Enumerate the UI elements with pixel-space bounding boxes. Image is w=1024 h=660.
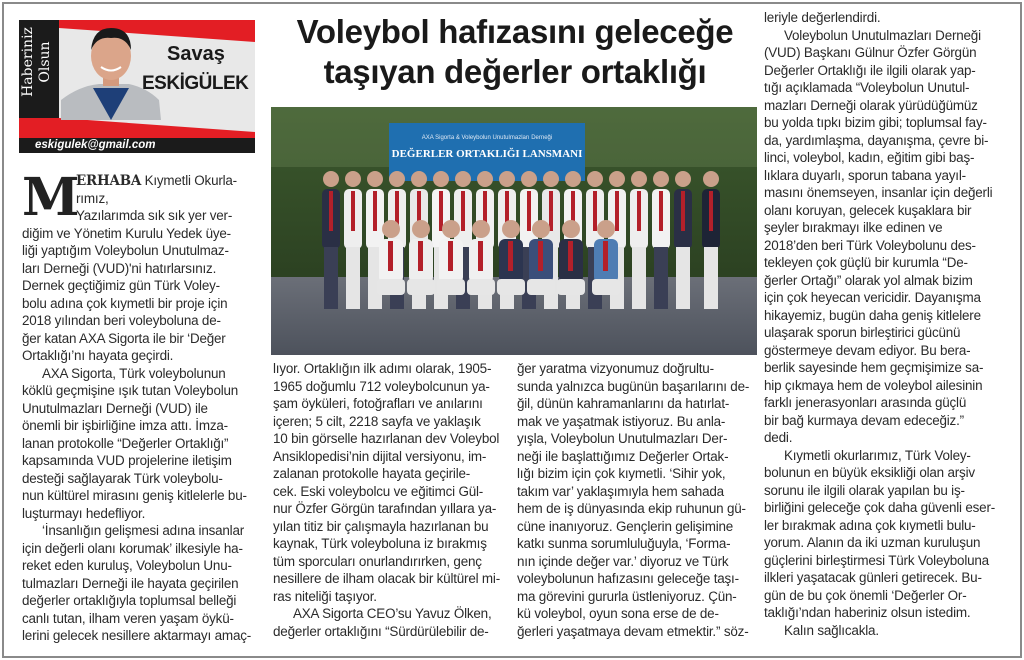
article-line: mazları Derneği olarak yürüdüğümüz — [764, 97, 978, 113]
person — [652, 171, 670, 309]
article-line: olanı koruyan, gelecek kuşaklara bir — [764, 202, 972, 218]
article-line: Kalın sağlıcakla. — [784, 622, 879, 638]
article-line: Yazılarımda sık sık yer ver- — [76, 208, 233, 223]
article-line: şam öyküleri, fotoğrafları ve anılarını — [273, 396, 483, 411]
people-group — [322, 171, 720, 309]
article-line: köklü geçmişine ışık tutan Voleybolun — [22, 383, 239, 398]
article-line: lanan protokolle “Değerler Ortaklığı” — [22, 435, 229, 451]
article-line: ‘İnsanlığın gelişmesi adına insanlar — [42, 523, 245, 538]
article-line: voleybolunun hafızasını geleceğe taşı- — [517, 571, 739, 586]
article-line: bu yolda tıpkı bizim gibi; toplumsal fay- — [764, 115, 987, 130]
article-line: Voleybolun Unutulmazları Derneği — [784, 27, 981, 43]
article-line: takım var’ yaklaşımıyla hem sahada — [517, 483, 724, 499]
article-line: önemli bir işbirliğine imza attı. İmza- — [22, 418, 228, 433]
banner-title: DEĞERLER ORTAKLIĞI LANSMANI — [391, 148, 583, 160]
person — [630, 171, 648, 309]
article-line: şeyler bırakmayı ilke edinen ve — [764, 220, 943, 235]
article-line: nesillere de ilham olacak bir kültürel mi- — [273, 571, 500, 586]
article-line: için değerli olanı korumak’ ilkesiyle ha- — [22, 540, 243, 556]
article-line: desteği sağlayarak Türk voleybolu- — [22, 470, 223, 486]
article-line: da, yardımlaşma, dayanışma, çevre bi- — [764, 132, 989, 148]
author-last-name: ESKİGÜLEK — [142, 73, 249, 94]
dropcap: M — [22, 167, 80, 228]
article-line: AXA Sigorta, Türk voleybolunun — [42, 365, 226, 381]
article-line: yışla, Voleybolun Unutulmazları Der- — [517, 431, 728, 446]
lead-word: ERHABA — [76, 173, 142, 189]
article-line: nun kültürel mirasını geniş kitlelerle bu- — [22, 488, 247, 503]
article-line: içeren; 5 cilt, 2218 sayfa ve yaklaşık — [273, 413, 481, 429]
article-line: zalanan protokolle hayata geçirile- — [273, 466, 471, 481]
article-line: reket eden kuruluş, Voleybolun Unu- — [22, 558, 232, 573]
article-line: liği yaptığım Voleybolun Unutulmaz- — [22, 243, 229, 258]
article-line: katkı sunma sorumluluğuyla, ‘Forma- — [517, 536, 731, 551]
article-line: farklı jenerasyonları arasında güçlü — [764, 395, 967, 410]
article-line: rımız, — [76, 190, 109, 206]
article-line: hikayemiz, bugün daha geniş kitlelere — [764, 307, 981, 323]
article-line: sunda yalnızca bugünün başarılarını de- — [517, 378, 750, 394]
banner-subtitle: AXA Sigorta & Voleybolun Unutulmazları Derneği — [421, 135, 553, 141]
article-line: taklığı’ndan haberiniz olsun istedim. — [764, 605, 971, 620]
article-line: Unutulmazları Derneği (VUD) ile — [22, 400, 208, 416]
article-column-4 — [764, 9, 1014, 639]
headline-line-2: taşıyan değerler ortaklığı — [323, 53, 707, 90]
article-line: Kıymetli okurlarımız, Türk Voley- — [784, 447, 971, 463]
article-line: ğer katan AXA Sigorta ile bir ‘Değer — [22, 330, 226, 346]
person — [702, 171, 720, 309]
article-line: lıyor. Ortaklığın ilk adımı olarak, 1905- — [273, 361, 492, 376]
article-line: 10 bin görselle hazırlanan dev Voleybol — [273, 431, 500, 446]
article-line: ğer yaratma vizyonumuz doğrultu- — [517, 361, 714, 376]
person — [344, 171, 362, 309]
article-line: cek. Eski voleybolcu ve eğitimci Gül- — [273, 483, 484, 499]
article-line: kü voleybol, oyun sona erse de de- — [517, 606, 719, 621]
article-line: Ansiklopedisi’nin dijital versiyonu, im- — [273, 448, 487, 464]
article-line: neği ile başlattığımız Değerler Ortak- — [517, 448, 729, 464]
article-line: ulaşarak sporun birleştirici gücünü — [764, 325, 961, 340]
article-line: kaynak, Türk voleyboluna iz bırakmış — [273, 536, 487, 551]
article-line: tekleyen çok güçlü bir kurumla “De- — [764, 255, 968, 270]
article-line: Dernek geçtiğimiz gün Türk Voley- — [22, 278, 220, 293]
article-line: tığı açıklamada “Voleybolun Unutul- — [764, 80, 970, 95]
article-line: güçlerini birleştirmesi Türk Voleyboluna — [764, 552, 989, 568]
article-line: birliğini geleceğe çok daha güvenli eser- — [764, 500, 996, 515]
article-line: gün de bu çok önemli ‘Değerler Or- — [764, 587, 967, 603]
article-line: ları Derneği (VUD)'ni hatırlarsınız. — [22, 260, 217, 276]
article-line — [22, 172, 261, 190]
article-line: değerler ortaklığıyla toplumsal belleği — [22, 593, 237, 608]
article-line: (VUD) Başkanı Gülnur Özfer Görgün — [764, 45, 977, 60]
article-column-1 — [22, 167, 262, 645]
article-line: ğerleri yaşatmaya devam etmektir.” söz- — [517, 623, 749, 639]
article-line: bolu adına çok kıymetli bir proje için — [22, 295, 228, 311]
author-first-name: Savaş — [167, 43, 225, 65]
article-line: ma görevini gururla üstleniyoruz. Çün- — [517, 588, 737, 604]
article-line: ğerler Ortağı” olarak yol almak bizim — [764, 272, 973, 288]
article-line: 2018 yılından beri voleyboluna de- — [22, 313, 221, 328]
article-line: ilkleri yaşatacak günleri getirecek. Bu- — [764, 570, 982, 585]
column-header — [19, 20, 255, 153]
article-line: yılan titiz bir çalışmayla hazırlanan bu — [273, 518, 489, 534]
article-line: bolunun en büyük eksikliği olan arşiv — [764, 465, 975, 480]
headline — [268, 12, 762, 92]
person — [674, 171, 692, 309]
article-line: masını önemseyen, insanlar için değerli — [764, 185, 993, 200]
article-column-3 — [517, 360, 754, 640]
article-line: dedi. — [764, 430, 793, 445]
article-line: ğil, dünün kahramanlarını da hatırlat- — [517, 396, 730, 411]
headline-line-1: Voleybol hafızasını geleceğe — [296, 13, 734, 50]
article-line: için çok heyecan vericidir. Dayanışma — [764, 290, 981, 305]
article-line: ler bırakmak adına çok kıymetli bulu- — [764, 517, 976, 533]
article-column-2 — [273, 360, 509, 640]
article-line: lerini gelecek nesillere aktarmayı amaç- — [22, 628, 252, 643]
article-line: bir bağ kurmaya devam edeceğiz.” — [764, 412, 964, 428]
article-line: tüm sporcuları onurlandırırken, genç — [273, 553, 482, 569]
article-line: 1965 doğumlu 712 voleybolcunun ya- — [273, 378, 490, 394]
article-line: diğim ve Yönetim Kurulu Yedek üye- — [22, 225, 231, 241]
article-line: kapsamında VUD projelerine iletişim — [22, 453, 232, 468]
article-line: canlı tutan, ilham veren yaşam öykü- — [22, 610, 234, 626]
article-line: tulmazları Derneği ile hayata geçirilen — [22, 575, 239, 591]
article-line: değerler ortaklığını “Sürdürülebilir de- — [273, 623, 489, 639]
article-line: luşturmayı hedefliyor. — [22, 505, 146, 521]
article-line: Ortaklığı’nı hayata geçirdi. — [22, 348, 174, 363]
article-line: hip çıkmaya hem de voleybol ailesinin — [764, 377, 983, 393]
article-line: ras niteliği taşıyor. — [273, 588, 377, 604]
article-line: lığı bizim için çok kıymetli. ‘Sihir yok, — [517, 466, 726, 481]
article-line: mak ve yaşatmak istiyoruz. Bu anla- — [517, 413, 726, 429]
article-line: linci, voleybol, kadın, eğitim gibi baş- — [764, 150, 975, 165]
article-line: hem de iş dünyasında ekip ruhunun gü- — [517, 501, 746, 516]
article-line: Değerler Ortaklığı ile ilgili olarak yap- — [764, 62, 976, 78]
person — [322, 171, 340, 309]
article-line: nur Özfer Görgün tarafından yıllara ya- — [273, 501, 497, 516]
article-line: sorunu ile ilgili olarak yapılan bu iş- — [764, 482, 965, 498]
article-line: nın içinde değer var.’ diyoruz ve Türk — [517, 553, 729, 569]
article-line: leriyle değerlendirdi. — [764, 10, 881, 25]
article-line: yorum. Alanın da iki uzman kuruluşun — [764, 535, 981, 550]
article-line: 2018’den beri Türk Voleybolunu des- — [764, 237, 976, 253]
article-line: cüne inanıyoruz. Gençlerin gelişimine — [517, 518, 734, 534]
article-line: AXA Sigorta CEO’su Yavuz Ölken, — [293, 606, 492, 621]
column-label: Haberiniz Olsun — [20, 27, 53, 97]
article-line: berlik sayesinde hem geçmişimize sa- — [764, 360, 984, 375]
group-photo — [271, 107, 757, 355]
author-email[interactable]: eskigulek@gmail.com — [35, 139, 156, 151]
article-line: göstermeye devam ediyor. Bu bera- — [764, 342, 971, 358]
article-line: lıklara duyarlı, sporun tabana yayıl- — [764, 167, 966, 183]
lead-text: Kıymetli Okurla- — [141, 173, 237, 188]
